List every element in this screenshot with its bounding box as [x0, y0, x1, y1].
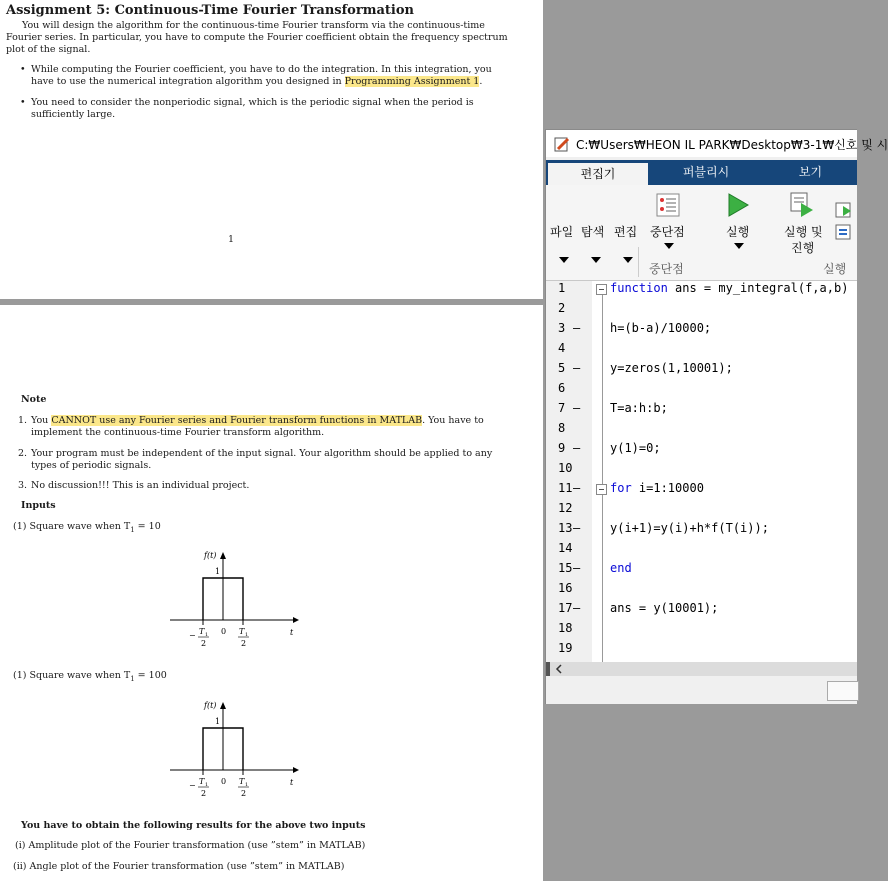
- executable-line-marker[interactable]: –: [573, 321, 581, 335]
- plot-1-two-left: 2: [201, 639, 207, 648]
- plot-1-T1sub-right: 1: [245, 632, 249, 638]
- ribbon-navigate-button[interactable]: 탐색: [581, 225, 605, 239]
- plot-2-two-right: 2: [241, 789, 247, 798]
- plot-2-one: 1: [215, 717, 221, 726]
- code-line-17[interactable]: ans = y(10001);: [610, 601, 719, 615]
- code-line-13[interactable]: y(i+1)=y(i)+h*f(T(i));: [610, 521, 769, 535]
- keyword-function: function: [610, 281, 668, 295]
- tab-publish[interactable]: 퍼블리시: [682, 165, 730, 179]
- tab-editor[interactable]: 편집기: [548, 163, 648, 185]
- keyword-for: for: [610, 481, 632, 495]
- line-number: 18: [558, 621, 573, 635]
- line-number: 6: [558, 381, 566, 395]
- results-heading: You have to obtain the following results for the above two inputs: [21, 820, 366, 831]
- tab-view[interactable]: 보기: [798, 165, 823, 179]
- editor-status-bar: [546, 676, 857, 704]
- keyword-end: end: [610, 561, 632, 575]
- code-text: i=1:10000: [631, 481, 704, 495]
- square-wave-plot-2: [160, 695, 310, 800]
- advance-icon[interactable]: [835, 223, 853, 241]
- input-2-sub: 1: [130, 674, 135, 683]
- scroll-track-edge: [546, 662, 550, 676]
- executable-line-marker[interactable]: –: [573, 521, 581, 535]
- note-1-line-2: implement the continuous-time Fourier transform algorithm.: [31, 427, 325, 438]
- plot-2-T1-left: T: [199, 777, 205, 786]
- executable-line-marker[interactable]: –: [573, 481, 581, 495]
- bullet-2-line-1: You need to consider the nonperiodic signal, which is the periodic signal when the period is: [31, 97, 474, 108]
- pdf-page-1: [0, 0, 543, 299]
- input-1-text: (1) Square wave when T: [13, 521, 131, 532]
- bullet-2-line-2: sufficiently large.: [31, 109, 116, 120]
- section-run-label: 실행: [823, 262, 847, 276]
- input-2-value: = 100: [134, 670, 167, 681]
- ribbon-edit-button[interactable]: 편집: [614, 225, 638, 239]
- code-line-1[interactable]: [610, 281, 848, 295]
- plot-1-t: t: [290, 628, 294, 637]
- plot-2-T1-right: T: [239, 777, 245, 786]
- fold-toggle-icon[interactable]: [596, 484, 607, 495]
- input-1-sub: 1: [130, 525, 135, 534]
- plot-2-zero: 0: [221, 777, 227, 786]
- line-number: 3: [558, 321, 566, 335]
- square-wave-plot-1: [160, 545, 310, 650]
- note-3-line-1: No discussion!!! This is an individual project.: [31, 480, 250, 491]
- intro-line-2: Fourier series. In particular, you have to compute the Fourier coefficient obtain the frequency spectrum: [6, 32, 508, 43]
- plot-2-ylabel: f(t): [204, 701, 217, 710]
- editor-pencil-icon: [554, 136, 570, 152]
- bullet-dot: •: [20, 64, 26, 75]
- line-number: 1: [558, 281, 566, 295]
- code-line-5[interactable]: y=zeros(1,10001);: [610, 361, 733, 375]
- file-dropdown-arrow[interactable]: [559, 257, 569, 263]
- line-number: 4: [558, 341, 566, 355]
- line-number: 2: [558, 301, 566, 315]
- line-number: 10: [558, 461, 573, 475]
- plot-1-zero: 0: [221, 627, 227, 636]
- executable-line-marker[interactable]: –: [573, 441, 581, 455]
- run-advance-label-2[interactable]: 진행: [791, 241, 815, 255]
- run-and-advance-icon[interactable]: [789, 191, 815, 217]
- intro-line-3: plot of the signal.: [6, 44, 91, 55]
- code-line-15[interactable]: [610, 561, 632, 575]
- ribbon-separator: [638, 247, 639, 277]
- line-number: 12: [558, 501, 573, 515]
- run-button[interactable]: 실행: [726, 225, 750, 239]
- edit-dropdown-arrow[interactable]: [623, 257, 633, 263]
- scroll-left-icon[interactable]: [554, 664, 564, 674]
- editor-ribbon: [546, 185, 857, 280]
- intro-line-1: You will design the algorithm for the continuous-time Fourier transform via the continuous-time: [22, 20, 485, 31]
- editor-title: C:₩Users₩HEON IL PARK₩Desktop₩3-1₩신호 및 시: [576, 138, 888, 152]
- plot-2-minus: −: [189, 781, 196, 790]
- line-number: 15: [558, 561, 573, 575]
- line-number: 13: [558, 521, 573, 535]
- fold-guide: [602, 291, 603, 663]
- plot-2-t: t: [290, 778, 294, 787]
- line-number: 5: [558, 361, 566, 375]
- plot-1-T1-left: T: [199, 627, 205, 636]
- ribbon-file-button[interactable]: 파일: [550, 225, 574, 239]
- breakpoint-button[interactable]: 중단점: [650, 225, 685, 239]
- line-number: 11: [558, 481, 573, 495]
- line-number: 19: [558, 641, 573, 655]
- assignment-title: Assignment 5: Continuous-Time Fourier Transformation: [6, 3, 414, 18]
- line-number: 17: [558, 601, 573, 615]
- code-line-7[interactable]: T=a:h:b;: [610, 401, 668, 415]
- note-3-number: 3.: [18, 480, 28, 491]
- run-icon[interactable]: [727, 193, 749, 217]
- note-heading: Note: [21, 394, 47, 405]
- breakpoint-icon[interactable]: [656, 193, 680, 217]
- bullet-1-text: have to use the numerical integration algorithm you designed in: [31, 76, 345, 87]
- note-2-line-2: types of periodic signals.: [31, 460, 152, 471]
- note-2-line-1: Your program must be independent of the input signal. Your algorithm should be applied to any: [31, 448, 493, 459]
- executable-line-marker[interactable]: –: [573, 361, 581, 375]
- plot-1-minus: −: [189, 631, 196, 640]
- run-section-icon[interactable]: [835, 201, 853, 219]
- inputs-heading: Inputs: [21, 500, 56, 511]
- code-line-11[interactable]: [610, 481, 704, 495]
- plot-2-two-left: 2: [201, 789, 207, 798]
- horizontal-scrollbar[interactable]: [546, 662, 857, 676]
- plot-2-T1sub-left: 1: [205, 782, 209, 788]
- code-text: ans = my_integral(f,a,b): [667, 281, 849, 295]
- plot-1-T1sub-left: 1: [205, 632, 209, 638]
- section-breakpoint-label: 중단점: [649, 262, 684, 276]
- plot-1-two-right: 2: [241, 639, 247, 648]
- navigate-dropdown-arrow[interactable]: [591, 257, 601, 263]
- bullet-dot: •: [20, 97, 26, 108]
- status-field: [827, 681, 859, 701]
- input-2-label: [13, 670, 167, 685]
- plot-1-ylabel: f(t): [204, 551, 217, 560]
- bullet-1-line-2: [31, 76, 482, 88]
- matlab-editor-window: [545, 129, 888, 704]
- executable-line-marker[interactable]: –: [573, 401, 581, 415]
- note-1-text: You: [31, 415, 52, 426]
- note-1-text-end: . You have to: [422, 415, 484, 426]
- bullet-1-period: .: [479, 76, 483, 87]
- run-advance-label-1[interactable]: 실행 및: [784, 225, 823, 239]
- fold-toggle-icon[interactable]: [596, 284, 607, 295]
- result-2: (ii) Angle plot of the Fourier transformation (use ”stem” in MATLAB): [13, 861, 345, 872]
- executable-line-marker[interactable]: –: [573, 561, 581, 575]
- breakpoint-dropdown-arrow[interactable]: [664, 243, 674, 249]
- note-1-number: 1.: [18, 415, 28, 426]
- input-1-value: = 10: [134, 521, 161, 532]
- code-line-3[interactable]: h=(b-a)/10000;: [610, 321, 712, 335]
- note-2-number: 2.: [18, 448, 28, 459]
- bullet-1-line-1: While computing the Fourier coefficient, you have to do the integration. In this integration, you: [31, 64, 492, 75]
- input-2-text: (1) Square wave when T: [13, 670, 131, 681]
- line-number: 8: [558, 421, 566, 435]
- editor-ribbon-tabs: [546, 160, 857, 185]
- result-1: (i) Amplitude plot of the Fourier transformation (use ”stem” in MATLAB): [15, 840, 366, 851]
- plot-2-T1sub-right: 1: [245, 782, 249, 788]
- plot-1-one: 1: [215, 567, 221, 576]
- line-number: 7: [558, 401, 566, 415]
- highlight-cannot-use: CANNOT use any Fourier series and Fourier transform functions in MATLAB: [51, 415, 423, 426]
- pdf-page-2: [0, 305, 543, 881]
- note-1-line-1: [31, 415, 484, 427]
- line-number: 16: [558, 581, 573, 595]
- code-line-9[interactable]: y(1)=0;: [610, 441, 661, 455]
- page-number: 1: [228, 234, 235, 245]
- run-dropdown-arrow[interactable]: [734, 243, 744, 249]
- executable-line-marker[interactable]: –: [573, 601, 581, 615]
- line-number: 9: [558, 441, 566, 455]
- highlight-programming-assignment: Programming Assignment 1: [344, 76, 480, 87]
- input-1-label: [13, 521, 161, 536]
- editor-titlebar[interactable]: [546, 130, 888, 157]
- line-number: 14: [558, 541, 573, 555]
- plot-1-T1-right: T: [239, 627, 245, 636]
- code-editor-area[interactable]: [546, 280, 857, 663]
